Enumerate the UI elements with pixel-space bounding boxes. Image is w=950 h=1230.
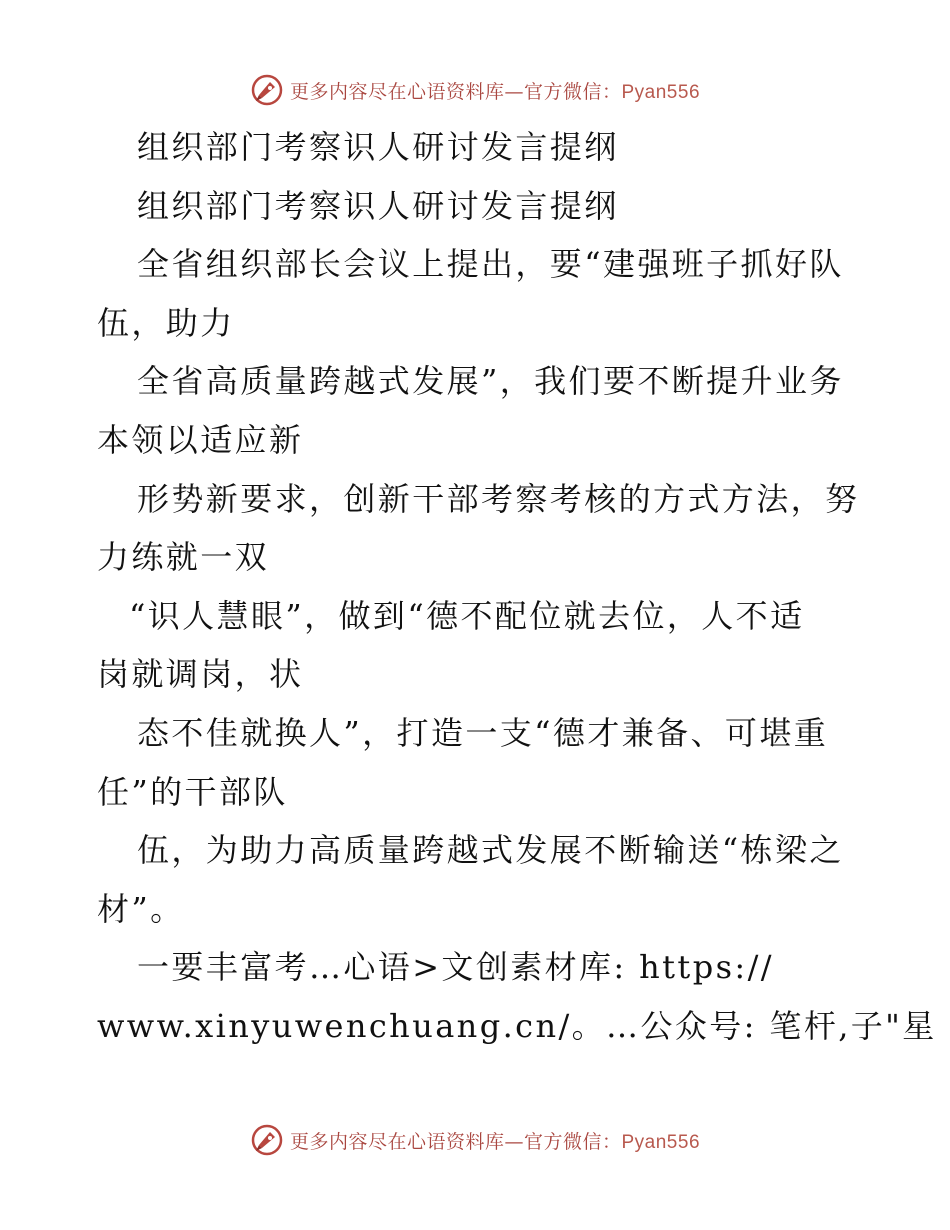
paragraph-line: 态不佳就换人”，打造一支“德才兼备、可堪重 xyxy=(137,713,829,752)
paragraph-line: 全省高质量跨越式发展”，我们要不断提升业务 xyxy=(137,362,844,401)
footer-banner xyxy=(0,1120,950,1160)
paragraph-line: 本领以适应新 xyxy=(97,420,304,459)
header-banner xyxy=(0,70,950,110)
paragraph-line: 材”。 xyxy=(97,889,185,928)
paragraph-line: 任”的干部队 xyxy=(97,772,288,811)
document-subtitle: 组织部门考察识人研讨发言提纲 xyxy=(137,186,619,225)
banner-site-name: 更多内容尽在心语资料库 xyxy=(289,80,505,103)
paragraph-line: 形势新要求，创新干部考察考核的方式方法，努 xyxy=(137,479,860,518)
document-title: 组织部门考察识人研讨发言提纲 xyxy=(137,128,619,166)
paragraph-line: 伍，为助力高质量跨越式发展不断输送“栋梁之 xyxy=(137,831,844,870)
document-body xyxy=(97,118,937,1056)
pen-nib-logo-icon xyxy=(250,73,284,107)
banner-text xyxy=(290,77,700,104)
banner-wechat-handle: Pyan556 xyxy=(621,1131,701,1153)
banner-text xyxy=(290,1127,700,1154)
banner-official-label: 官方微信： xyxy=(523,80,622,103)
banner-wechat-handle: Pyan556 xyxy=(621,81,701,103)
banner-official-label: 官方微信： xyxy=(523,1130,622,1153)
paragraph-line: 全省组织部长会议上提出，要“建强班子抓好队 xyxy=(137,245,844,284)
paragraph-line: 伍，助力 xyxy=(97,303,235,342)
banner-site-name: 更多内容尽在心语资料库 xyxy=(289,1130,505,1153)
paragraph-line: 力练就一双 xyxy=(97,538,270,577)
banner-separator: — xyxy=(504,1130,524,1153)
paragraph-line: 一要丰富考…心语>文创素材库: https:// xyxy=(137,948,774,987)
banner-separator: — xyxy=(504,80,524,103)
pen-nib-logo-icon xyxy=(250,1123,284,1157)
paragraph-line: “识人慧眼”，做到“德不配位就去位，人不适 xyxy=(129,596,805,635)
paragraph-line: www.xinyuwenchuang.cn/。…公众号: 笔杆,子"星 xyxy=(97,1006,937,1045)
paragraph-line: 岗就调岗，状 xyxy=(97,655,304,694)
